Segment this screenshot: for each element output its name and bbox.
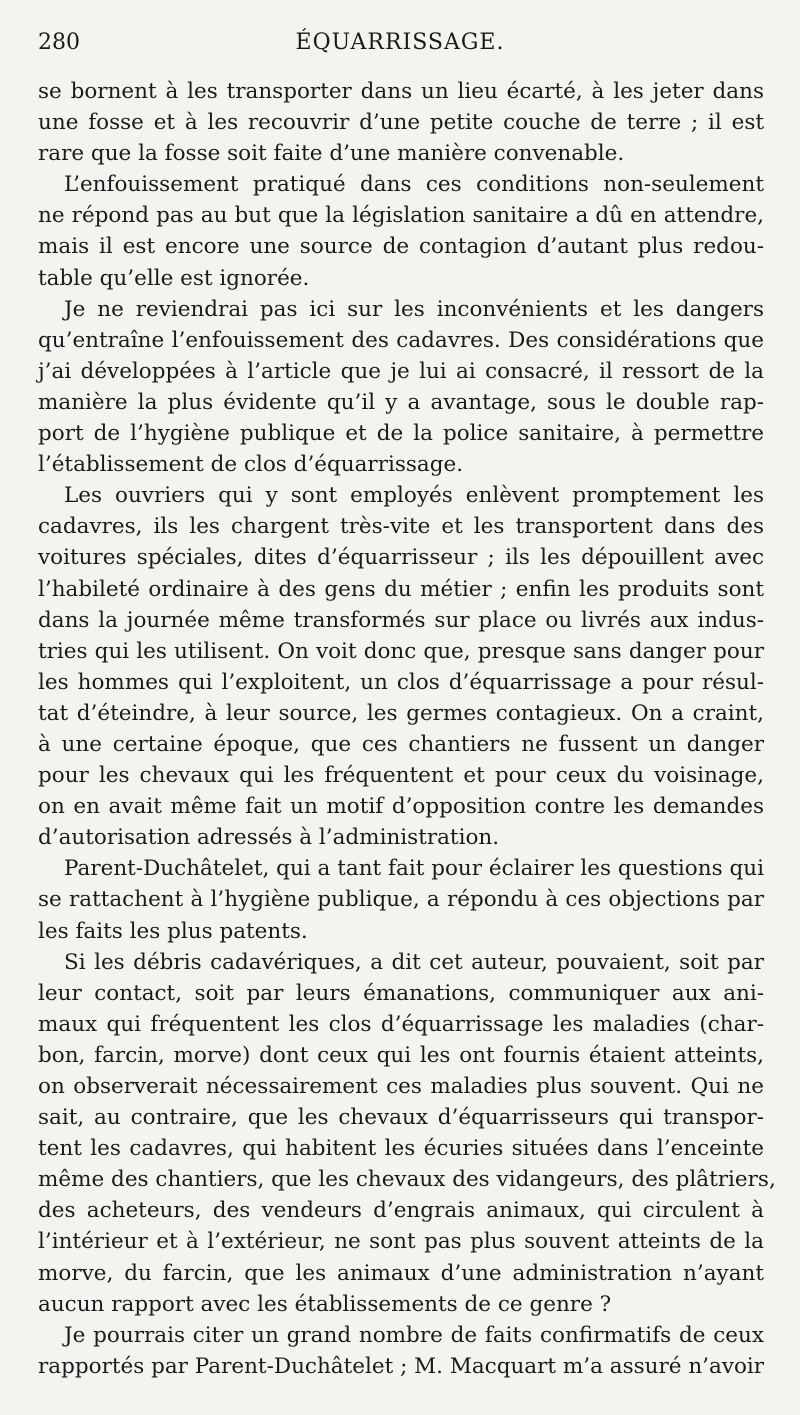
text-line: Si les débris cadavériques, a dit cet auteur, pouvaient, soit par [64,949,764,975]
text-line: mais il est encore une source de contagion d’autant plus redou- [38,234,764,260]
text-line: sait, au contraire, que les chevaux d’équarrisseurs qui transpor- [38,1105,764,1131]
text-line: se bornent à les transporter dans un lieu écarté, à les jeter dans [38,79,764,104]
text-line: une fosse et à les recouvrir d’une petite couche de terre ; il est [38,110,764,136]
text-line: à une certaine époque, que ces chantiers ne fussent un danger [38,731,764,757]
text-line: même des chantiers, que les chevaux des vidangeurs, des plâtriers, [38,1167,776,1193]
text-line: l’établissement de clos d’équarrissage. [38,452,464,478]
page-header [38,30,762,66]
text-line: tent les cadavres, qui habitent les écuries situées dans l’enceinte [38,1136,764,1162]
text-line: les faits les plus patents. [38,918,308,944]
text-line: ne répond pas au but que la législation sanitaire a dû en attendre, [38,203,764,229]
text-line: morve, du farcin, que les animaux d’une administration n’ayant [38,1260,764,1286]
text-line: Je ne reviendrai pas ici sur les inconvénients et les dangers [64,296,764,322]
text-line: rapportés par Parent-Duchâtelet ; M. Macquart m’a assuré n’avoir [38,1353,765,1379]
text-line: tries qui les utilisent. On voit donc que, presque sans danger pour [38,638,764,664]
page-number: 280 [38,30,80,55]
body-text [38,76,776,1382]
text-line: bon, farcin, morve) dont ceux qui les ont fournis étaient atteints, [38,1042,764,1068]
text-line: tat d’éteindre, à leur source, les germes contagieux. On a craint, [38,700,764,726]
text-line: Je pourrais citer un grand nombre de faits confirmatifs de ceux [64,1322,764,1348]
text-line: manière la plus évidente qu’il y a avantage, sous le double rap- [38,389,764,415]
text-line: on en avait même fait un motif d’opposition contre les demandes [38,794,764,820]
text-line: cadavres, ils les chargent très-vite et les transportent dans des [38,514,764,540]
text-line: j’ai développées à l’article que je lui ai consacré, il ressort de la [38,358,764,384]
text-line: Les ouvriers qui y sont employés enlèvent promptement les [64,483,764,509]
text-line: port de l’hygiène publique et de la police sanitaire, à permettre [38,421,764,447]
text-line: aucun rapport avec les établissements de ce genre ? [38,1291,612,1317]
text-line: d’autorisation adressés à l’administration. [38,825,500,851]
text-line: l’habileté ordinaire à des gens du métier ; enfin les produits sont [38,576,764,602]
text-line: qu’entraîne l’enfouissement des cadavres. Des considérations que [38,327,764,353]
text-line: Parent-Duchâtelet, qui a tant fait pour éclairer les questions qui [64,856,764,882]
running-title: ÉQUARRISSAGE. [295,30,505,55]
text-line: on observerait nécessairement ces maladies plus souvent. Qui ne [38,1074,764,1099]
text-line: les hommes qui l’exploitent, un clos d’équarrissage a pour résul- [38,669,764,695]
text-line: des acheteurs, des vendeurs d’engrais animaux, qui circulent à [38,1198,764,1224]
text-line: se rattachent à l’hygiène publique, a répondu à ces objections par [38,887,764,913]
text-line: l’intérieur et à l’extérieur, ne sont pas plus souvent atteints de la [38,1229,764,1255]
text-line: L’enfouissement pratiqué dans ces conditions non-seulement [64,172,764,198]
text-line: table qu’elle est ignorée. [38,265,310,291]
text-line: pour les chevaux qui les fréquentent et pour ceux du voisinage, [38,763,764,789]
text-line: leur contact, soit par leurs émanations, communiquer aux ani- [38,980,764,1006]
text-line: dans la journée même transformés sur place ou livrés aux indus- [38,607,764,633]
text-line: voitures spéciales, dites d’équarrisseur ; ils les dépouillent avec [38,545,764,571]
text-line: rare que la fosse soit faite d’une manière convenable. [38,141,625,167]
text-line: maux qui fréquentent les clos d’équarrissage les maladies (char- [38,1011,764,1037]
